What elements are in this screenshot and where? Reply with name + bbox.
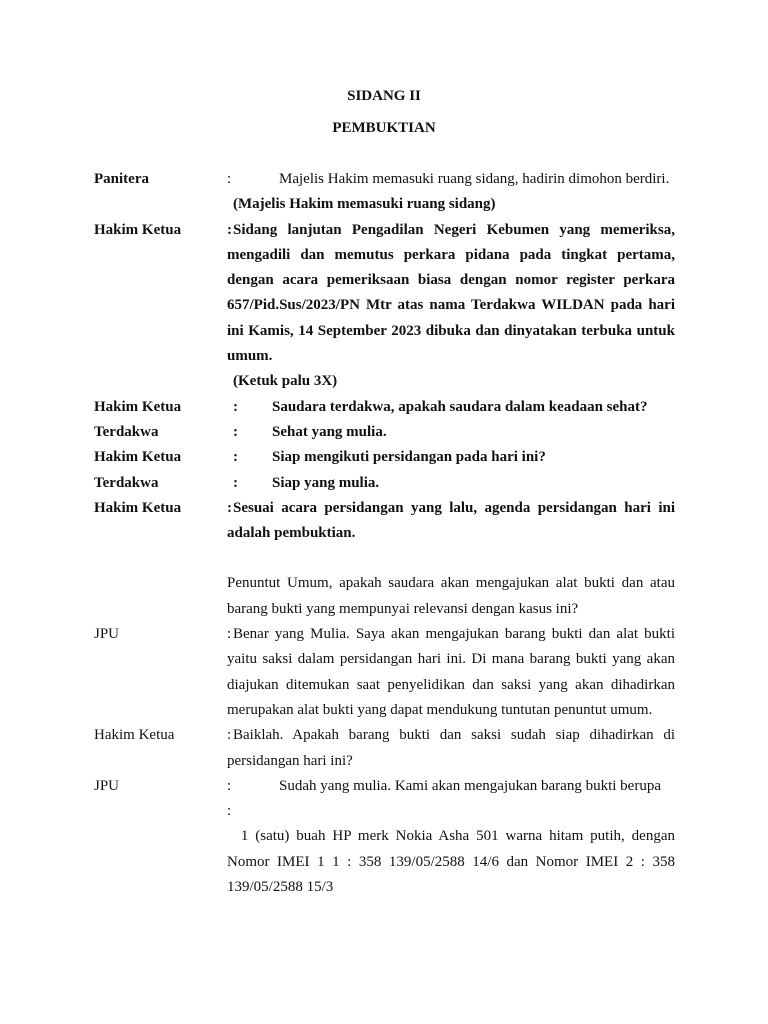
dialogue-text: Sesuai acara persidangan yang lalu, agenda persidangan hari ini adalah pembuktian. <box>227 499 675 542</box>
dialogue-text: Saudara terdakwa, apakah saudara dalam keadaan sehat? <box>272 398 648 415</box>
dialogue-text: Sudah yang mulia. Kami akan mengajukan barang bukti berupa <box>279 777 661 794</box>
stage-direction: (Ketuk palu 3X) <box>233 373 338 390</box>
separator-colon: : <box>227 171 232 187</box>
speaker-label: JPU <box>94 777 120 794</box>
evidence-text: 1 (satu) buah HP merk Nokia Asha 501 warna hitam putih, dengan Nomor IMEI 1 1 : 358 139/05/2588 14/6 dan Nomor IMEI 2 : 358 139/05/2588 15/3 <box>227 828 675 896</box>
separator-colon: : <box>233 423 238 440</box>
speaker-label: Terdakwa <box>94 474 159 491</box>
stage-direction: (Majelis Hakim memasuki ruang sidang) <box>233 196 496 213</box>
dialogue-line <box>94 723 675 774</box>
speaker-label: Hakim Ketua <box>94 727 175 744</box>
separator-colon: : <box>227 499 232 516</box>
separator-colon: : <box>227 777 232 794</box>
dialogue-line <box>94 622 675 723</box>
transcript <box>94 167 675 900</box>
separator-colon: : <box>227 626 232 643</box>
separator-colon: : <box>233 398 238 415</box>
dialogue-text: Siap yang mulia. <box>272 474 380 491</box>
continuation-text: Penuntut Umum, apakah saudara akan mengajukan alat bukti dan atau barang bukti yang mempunyai relevansi dengan kasus ini? <box>227 575 675 617</box>
speaker-label: JPU <box>94 626 120 643</box>
separator-colon: : <box>227 221 232 238</box>
dialogue-text: Benar yang Mulia. Saya akan mengajukan barang bukti dan alat bukti yaitu saksi dalam persidangan hari ini. Di mana barang bukti yang akan diajukan ditemukan saat penyelidikan dan saksi yang akan dihadirkan merupakan alat bukti yang dapat mendukung tuntutan penuntut umum. <box>227 626 675 718</box>
dialogue-text: Baiklah. Apakah barang bukti dan saksi sudah siap dihadirkan di persidangan hari ini? <box>227 727 675 769</box>
evidence-item <box>94 824 675 900</box>
separator-colon: : <box>233 474 238 491</box>
document-subtitle: PEMBUKTIAN <box>332 120 436 136</box>
dialogue-line <box>94 496 675 547</box>
dialogue-line <box>94 218 675 370</box>
dialogue-line <box>94 395 675 420</box>
dialogue-text: Siap mengikuti persidangan pada hari ini? <box>272 449 546 466</box>
separator-colon: : <box>227 727 232 744</box>
speaker-label: Hakim Ketua <box>94 398 182 415</box>
dialogue-line <box>94 167 675 192</box>
dialogue-text: Sehat yang mulia. <box>272 423 387 440</box>
separator-colon: : <box>233 449 238 466</box>
dialogue-line <box>94 471 675 496</box>
dialogue-text: Sidang lanjutan Pengadilan Negeri Kebumen yang memeriksa, mengadili dan memutus perkara pidana pada tingkat pertama, dengan acara pemeriksaan biasa dengan nomor register perkara 657/Pid.Sus/2023/PN Mtr atas nama Terdakwa WILDAN pada hari ini Kamis, 14 September 2023 dibuka dan dinyatakan terbuka untuk umum. <box>227 221 675 365</box>
document-title: SIDANG II <box>347 88 421 104</box>
dialogue-line <box>94 445 675 470</box>
dialogue-line <box>94 774 675 825</box>
speaker-label: Terdakwa <box>94 423 159 440</box>
dialogue-text: Majelis Hakim memasuki ruang sidang, hadirin dimohon berdiri. <box>279 171 670 187</box>
speaker-label: Panitera <box>94 171 149 187</box>
speaker-label: Hakim Ketua <box>94 499 182 516</box>
trailing-colon: : <box>227 803 232 820</box>
dialogue-line <box>94 420 675 445</box>
speaker-label: Hakim Ketua <box>94 449 182 466</box>
speaker-label: Hakim Ketua <box>94 221 182 238</box>
